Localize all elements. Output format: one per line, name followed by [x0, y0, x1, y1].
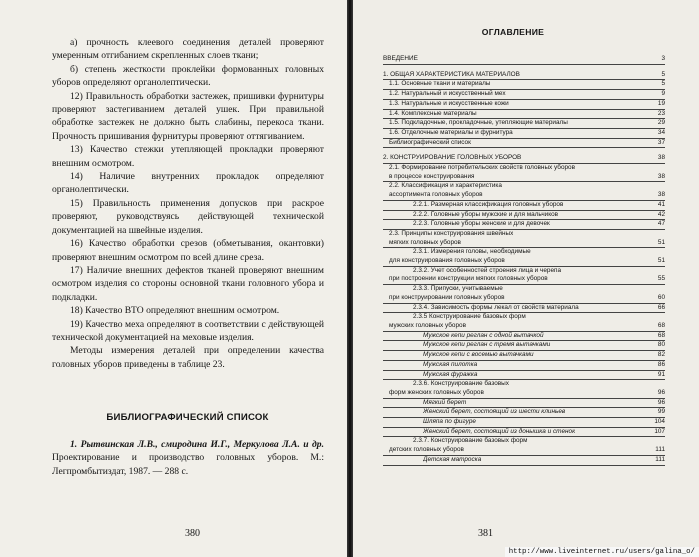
- right-page: [353, 0, 699, 557]
- toc-entry-page: 68: [657, 321, 665, 329]
- toc-entry: [383, 100, 665, 110]
- toc-entry-page: 38: [657, 191, 665, 199]
- paragraph: б) степень жесткости проклейки формованных головных уборов определяют органолептически.: [52, 63, 324, 89]
- paragraph: 12) Правильность обработки застежек, пришивки фурнитуры проверяют застегиванием деталей ушек. При правильной обработке застежек не должно быть слабины, перекоса ткани. Прочность пришивания фурнитуры проверяют оттягиванием.: [52, 90, 324, 142]
- toc-entry-title: 1.6. Отделочные материалы и фурнитура: [389, 128, 513, 136]
- toc-entry: [383, 380, 665, 389]
- toc-entry: [383, 211, 665, 221]
- toc-entry: [383, 139, 665, 149]
- toc-entry-title: 1.5. Подкладочные, прокладочные, утепляющие материалы: [389, 119, 568, 127]
- toc-entry: [383, 230, 665, 239]
- toc-entry-page: 60: [657, 293, 665, 301]
- toc-entry: [383, 182, 665, 191]
- toc-entry-title: Библиографический список: [389, 138, 471, 146]
- toc-entry-title: 2.3.1. Измерения головы, необходимые: [413, 248, 531, 256]
- toc-entry-title: 1.3. Натуральные и искусственные кожи: [389, 99, 509, 107]
- toc-entry-title: 2.2.1. Размерная классификация головных уборов: [413, 200, 564, 208]
- toc-entry-page: 104: [654, 418, 665, 426]
- toc-entry: [383, 361, 665, 371]
- toc-entry: [383, 351, 665, 361]
- toc-entry-title: 2.3.4. Зависимость формы лекал от свойств материала: [413, 303, 579, 311]
- paragraph: 16) Качество обработки срезов (обметывания, окантовки) проверяют внешним осмотром по всей длине среза.: [52, 238, 324, 263]
- toc-entry: [383, 456, 665, 466]
- paragraph: Методы измерения деталей при определении качества головных уборов приведены в таблице 23.: [52, 345, 324, 370]
- left-page: [0, 0, 347, 557]
- toc-entry-page: 42: [657, 210, 665, 218]
- toc-entry-title: Женский берет, состоящий из шести клиньев: [423, 408, 566, 416]
- toc-entry: [383, 275, 665, 285]
- toc-entry-title: детских головных уборов: [389, 446, 464, 454]
- toc-entry-page: 111: [655, 446, 665, 454]
- toc-entry: [383, 80, 665, 90]
- toc-entry-title: 2.2. Классификация и характеристика: [389, 182, 502, 190]
- toc-entry-title: Мужское кепи с восемью вытачками: [423, 351, 534, 359]
- toc-entry: [383, 294, 665, 304]
- toc-entry-title: 2.2.3. Головные уборы женские и для девочек: [413, 220, 550, 228]
- toc-entry-page: 5: [661, 80, 665, 88]
- toc-entry: [383, 191, 665, 201]
- toc-entry-page: 86: [657, 360, 665, 368]
- toc-entry-page: 3: [661, 55, 665, 62]
- toc-entry-title: 2.2.2. Головные уборы мужские и для мальчиков: [413, 210, 559, 218]
- paragraph: 13) Качество стежки утепляющей прокладки проверяют внешним осмотром.: [52, 144, 324, 169]
- toc-entry: [383, 154, 665, 164]
- toc-entry: [383, 389, 665, 399]
- paragraph: 15) Правильность применения допусков при раскрое проверяют, руководствуясь действующей технической документацией на швейные изделия.: [52, 197, 324, 236]
- toc-entry-title: 1.1. Основные ткани и материалы: [389, 80, 491, 88]
- toc-entry: [383, 55, 665, 65]
- toc-entry-title: для конструирования головных уборов: [389, 257, 505, 265]
- toc-entry: [383, 257, 665, 267]
- toc-entry-title: 2.3.7. Конструирование базовых форм: [413, 437, 528, 445]
- toc-entry-page: 80: [657, 341, 665, 349]
- toc-entry: [383, 164, 665, 173]
- footer-url: http://www.liveinternet.ru/users/galina_o/: [505, 547, 699, 557]
- toc-entry: [383, 71, 665, 81]
- toc-entry-title: 1. ОБЩАЯ ХАРАКТЕРИСТИКА МАТЕРИАЛОВ: [383, 70, 520, 78]
- page-number: 381: [478, 528, 493, 539]
- toc-entry-title: мягких головных уборов: [389, 238, 461, 246]
- toc-entry-title: мужских головных уборов: [389, 321, 466, 329]
- toc-entry-page: 55: [657, 275, 665, 283]
- toc-entry: [383, 399, 665, 409]
- toc-entry-title: Мужская фуражка: [423, 370, 478, 378]
- toc-entry-title: 2.1. Формирование потребительских свойств головных уборов: [389, 164, 576, 172]
- toc-title: ОГЛАВЛЕНИЕ: [481, 27, 545, 37]
- toc-entry-title: 1.4. Комплексные материалы: [389, 109, 477, 117]
- paragraph: 18) Качество ВТО определяют внешним осмотром.: [70, 305, 280, 317]
- toc-entry: [383, 437, 665, 446]
- toc-entry-page: 51: [657, 257, 665, 265]
- paragraph: 17) Наличие внешних дефектов тканей проверяют внешним осмотром изделия со стороны основной ткани головного убора и подкладки.: [52, 264, 324, 303]
- toc-entry-title: 2.3.6. Конструирование базовых: [413, 380, 509, 388]
- toc-entry-title: ВВЕДЕНИЕ: [383, 55, 418, 62]
- toc-entry-title: Шляпа по фигуре: [423, 418, 476, 426]
- toc-entry-title: 1.2. Натуральный и искусственный мех: [389, 90, 506, 98]
- toc-entry-page: 107: [654, 427, 665, 435]
- toc-entry-page: 66: [657, 303, 665, 311]
- toc-entry-page: 34: [657, 128, 665, 136]
- toc-entry-title: Мужское кепи реглан с тремя вытачками: [423, 341, 551, 349]
- paragraph: 19) Качество меха определяют в соответствии с действующей технической документацией на меховые изделия.: [52, 318, 324, 343]
- toc-entry: [383, 332, 665, 342]
- table-of-contents: [383, 55, 665, 466]
- toc-entry-page: 5: [661, 70, 665, 78]
- toc-entry: [383, 173, 665, 183]
- toc-entry: [383, 110, 665, 120]
- paragraph: а) прочность клеевого соединения деталей проверяют умеренным отгибанием скрепленных слоев ткани;: [52, 37, 324, 62]
- toc-entry: [383, 418, 665, 428]
- toc-entry: [383, 220, 665, 230]
- toc-entry-page: 38: [657, 172, 665, 180]
- paragraph: 14) Наличие внутренних прокладок определяют органолептически.: [52, 171, 324, 196]
- toc-entry: [383, 90, 665, 100]
- toc-entry: [383, 371, 665, 381]
- toc-entry: [383, 341, 665, 351]
- toc-entry-page: 38: [657, 154, 665, 162]
- toc-entry-title: форм женских головных уборов: [389, 388, 484, 396]
- toc-entry-page: 23: [657, 109, 665, 117]
- toc-entry-title: 2.3.3. Припуски, учитываемые: [413, 285, 503, 293]
- toc-entry-title: 2. КОНСТРУИРОВАНИЕ ГОЛОВНЫХ УБОРОВ: [383, 154, 522, 162]
- toc-entry-title: при построении конструкции мягких головных уборов: [389, 275, 548, 283]
- toc-entry-title: Женский берет, состоящий из донышка и стенок: [423, 427, 576, 435]
- toc-entry-page: 68: [657, 331, 665, 339]
- toc-entry-title: Детская матроска: [423, 455, 482, 463]
- toc-entry-title: Мужское кепи реглан с одной вытачкой: [423, 331, 544, 339]
- toc-entry-page: 111: [655, 455, 665, 463]
- toc-entry-page: 47: [657, 220, 665, 228]
- toc-entry-page: 29: [657, 119, 665, 127]
- toc-entry: [383, 248, 665, 257]
- toc-entry: [383, 119, 665, 129]
- toc-entry-page: 37: [657, 138, 665, 146]
- page-number: 380: [185, 528, 200, 539]
- toc-entry: [383, 285, 665, 294]
- toc-entry-page: 82: [657, 351, 665, 359]
- toc-entry: [383, 428, 665, 438]
- toc-entry-title: 2.3.2. Учет особенностей строения лица и черепа: [413, 266, 562, 274]
- toc-entry-title: при конструировании головных уборов: [389, 293, 505, 301]
- bibliography-rest: Проектирование и производство головных уборов. М.: Легпромбытиздат, 1987. — 288 с.: [52, 452, 324, 477]
- toc-entry-page: 51: [657, 238, 665, 246]
- bibliography-authors: 1. Рытвинская Л.В., смиродина И.Г., Меркулова Л.А. и др.: [70, 439, 324, 450]
- toc-entry: [383, 239, 665, 249]
- toc-entry-page: 99: [657, 408, 665, 416]
- toc-entry: [383, 201, 665, 211]
- toc-entry-title: в процессе конструирования: [389, 172, 475, 180]
- toc-entry-page: 96: [657, 388, 665, 396]
- toc-entry-page: 96: [657, 398, 665, 406]
- toc-entry: [383, 322, 665, 332]
- toc-entry-page: 91: [657, 370, 665, 378]
- toc-entry: [383, 408, 665, 418]
- toc-entry-title: 2.3. Принципы конструирования швейных: [389, 229, 514, 237]
- toc-entry: [383, 313, 665, 322]
- toc-entry: [383, 446, 665, 456]
- toc-entry-title: 2.3.5 Конструирование базовых форм: [413, 313, 526, 321]
- toc-entry-title: Мягкий берет: [423, 398, 467, 406]
- body-text: [52, 36, 324, 371]
- bibliography-entry: [52, 438, 324, 478]
- toc-entry-page: 19: [657, 99, 665, 107]
- toc-entry: [383, 267, 665, 276]
- bibliography-heading: БИБЛИОГРАФИЧЕСКИЙ СПИСОК: [106, 412, 269, 423]
- toc-entry-page: 41: [657, 200, 665, 208]
- toc-entry: [383, 304, 665, 314]
- toc-entry: [383, 129, 665, 139]
- toc-entry-title: Мужская пилотка: [423, 360, 478, 368]
- toc-entry-page: 9: [661, 90, 665, 98]
- toc-entry-title: ассортимента головных уборов: [389, 191, 483, 199]
